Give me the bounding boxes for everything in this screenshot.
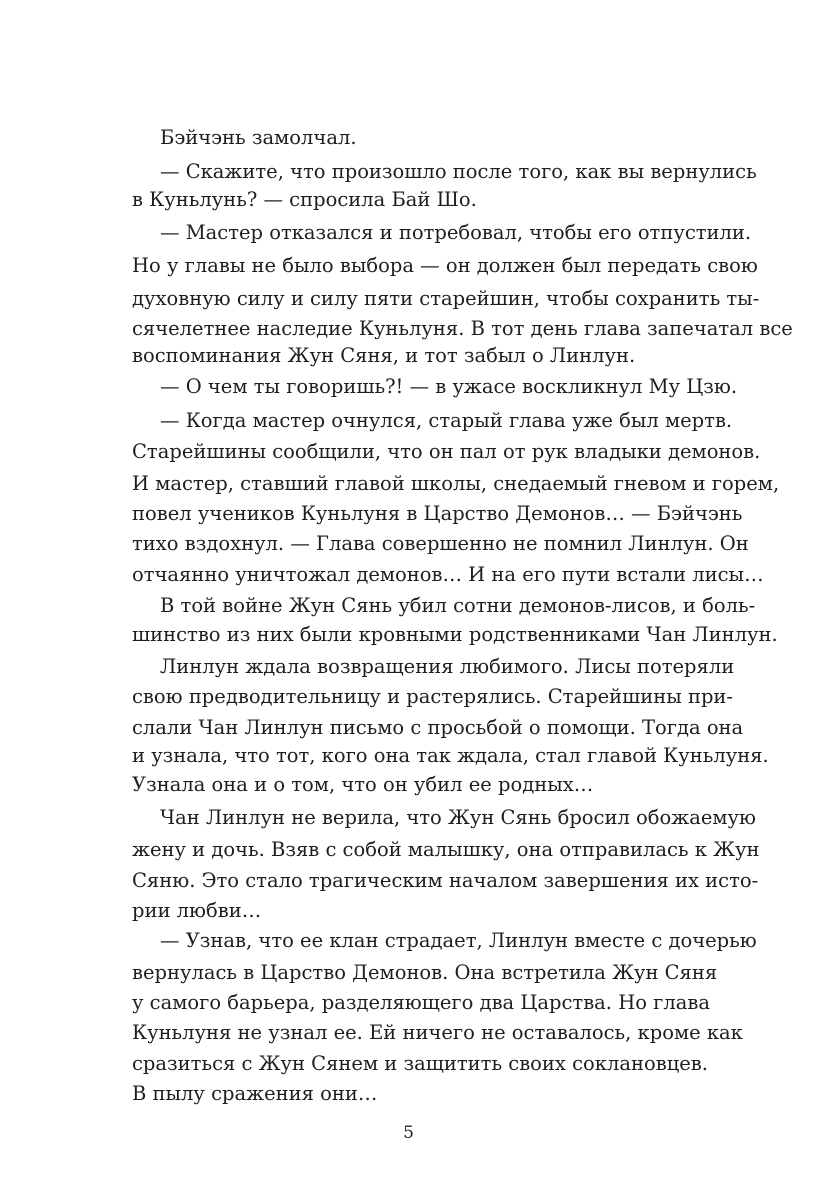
text-line: Старейшины сообщили, что он пал от рук владыки демонов. <box>132 440 761 463</box>
text-line: Бэйчэнь замолчал. <box>160 126 357 149</box>
text-line: шинство из них были кровными родственниками Чан Линлун. <box>132 623 778 646</box>
text-line: тихо вздохнул. — Глава совершенно не помнил Линлун. Он <box>132 532 749 555</box>
text-line: И мастер, ставший главой школы, снедаемый гневом и горем, <box>132 472 780 495</box>
text-line: жену и дочь. Взяв с собой малышку, она отправилась к Жун <box>132 838 760 861</box>
text-line: отчаянно уничтожал демонов… И на его пути встали лисы… <box>132 563 764 586</box>
text-line: Узнала она и о том, что он убил ее родных… <box>132 773 594 796</box>
text-line: сразиться с Жун Сянем и защитить своих соклановцев. <box>132 1052 708 1075</box>
text-line: свою предводительницу и растерялись. Старейшины при- <box>132 685 734 708</box>
text-line: сячелетнее наследие Куньлуня. В тот день глава запечатал все <box>132 317 793 340</box>
text-line: у самого барьера, разделяющего два Царства. Но глава <box>132 991 710 1014</box>
text-line: повел учеников Куньлуня в Царство Демонов… — Бэйчэнь <box>132 502 743 525</box>
text-line: и узнала, что тот, кого она так ждала, стал главой Куньлуня. <box>132 744 769 767</box>
text-line: в Куньлунь? — спросила Бай Шо. <box>132 188 477 211</box>
text-line: вернулась в Царство Демонов. Она встретила Жун Сяня <box>132 961 718 984</box>
text-line: воспоминания Жун Сяня, и тот забыл о Линлун. <box>132 344 636 367</box>
text-line: — Когда мастер очнулся, старый глава уже был мертв. <box>160 409 733 432</box>
text-line: В той войне Жун Сянь убил сотни демонов-лисов, и боль- <box>160 594 756 617</box>
text-line: Чан Линлун не верила, что Жун Сянь бросил обожаемую <box>160 806 756 829</box>
text-line: — Мастер отказался и потребовал, чтобы его отпустили. <box>160 221 752 244</box>
text-line: В пылу сражения они… <box>132 1082 378 1105</box>
text-line: рии любви… <box>132 899 262 922</box>
text-line: духовную силу и силу пяти старейшин, чтобы сохранить ты- <box>132 287 760 310</box>
text-line: слали Чан Линлун письмо с просьбой о помощи. Тогда она <box>132 716 744 739</box>
text-line: Куньлуня не узнал ее. Ей ничего не оставалось, кроме как <box>132 1021 743 1044</box>
text-line: — Скажите, что произошло после того, как вы вернулись <box>160 160 757 183</box>
page-number: 5 <box>403 1123 414 1143</box>
text-line: — О чем ты говоришь?! — в ужасе воскликнул Му Цзю. <box>160 375 738 398</box>
text-line: Но у главы не было выбора — он должен был передать свою <box>132 254 758 277</box>
text-line: — Узнав, что ее клан страдает, Линлун вместе с дочерью <box>160 929 757 952</box>
text-line: Линлун ждала возвращения любимого. Лисы потеряли <box>160 655 735 678</box>
text-line: Сяню. Это стало трагическим началом завершения их исто- <box>132 869 759 892</box>
